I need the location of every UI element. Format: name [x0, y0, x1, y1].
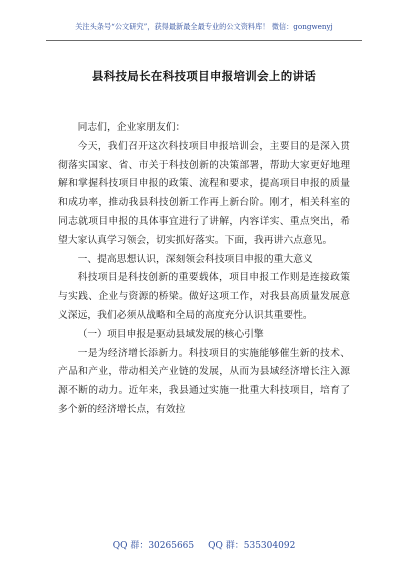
document-body: [58, 119, 350, 420]
footer-qq-group-1: QQ 群：30265665: [112, 541, 195, 551]
footer-contacts: [46, 540, 362, 552]
body-paragraph: 一是为经济增长添新力。科技项目的实施能够催生新的技术、产品和产业，带动相关产业链的发展，从而为县域经济增长注入源源不断的动力。近年来，我县通过实施一批重大科技项目，培育了多个新的经济增长点，有效拉: [58, 347, 350, 415]
salutation-paragraph: 同志们，企业家朋友们：: [77, 122, 186, 133]
subsection-heading: （一）项目申报是驱动县域发展的核心引擎: [77, 328, 264, 340]
header-banner: 关注头条号“公文研究”，获得最新最全最专业的公文资料库！ 微信：gongwenyj: [75, 22, 333, 31]
header-divider: [46, 40, 362, 41]
body-paragraph: 科技项目是科技创新的重要载体，项目申报工作则是连接政策与实践、企业与资源的桥梁。做好这项工作，对我县高质量发展意义深远，我们必须从战略和全局的高度充分认识其重要性。: [58, 272, 350, 321]
section-heading: 一、提高思想认识，深刻领会科技项目申报的重大意义: [77, 253, 313, 265]
body-paragraph: 今天，我们召开这次科技项目申报培训会，主要目的是深入贯彻落实国家、省、市关于科技创新的决策部署，帮助大家更好地理解和掌握科技项目申报的政策、流程和要求，提高项目申报的质量和成功率，推动我县科技创新工作再上新台阶。刚才，相关科室的同志就项目申报的具体事宜进行了讲解，内容详实、重点突出，希望大家认真学习领会，切实抓好落实。下面，我再讲六点意见。: [58, 140, 350, 246]
footer-qq-group-2: QQ 群：535304092: [208, 541, 296, 551]
document-title: 县科技局长在科技项目申报培训会上的讲话: [91, 69, 317, 83]
